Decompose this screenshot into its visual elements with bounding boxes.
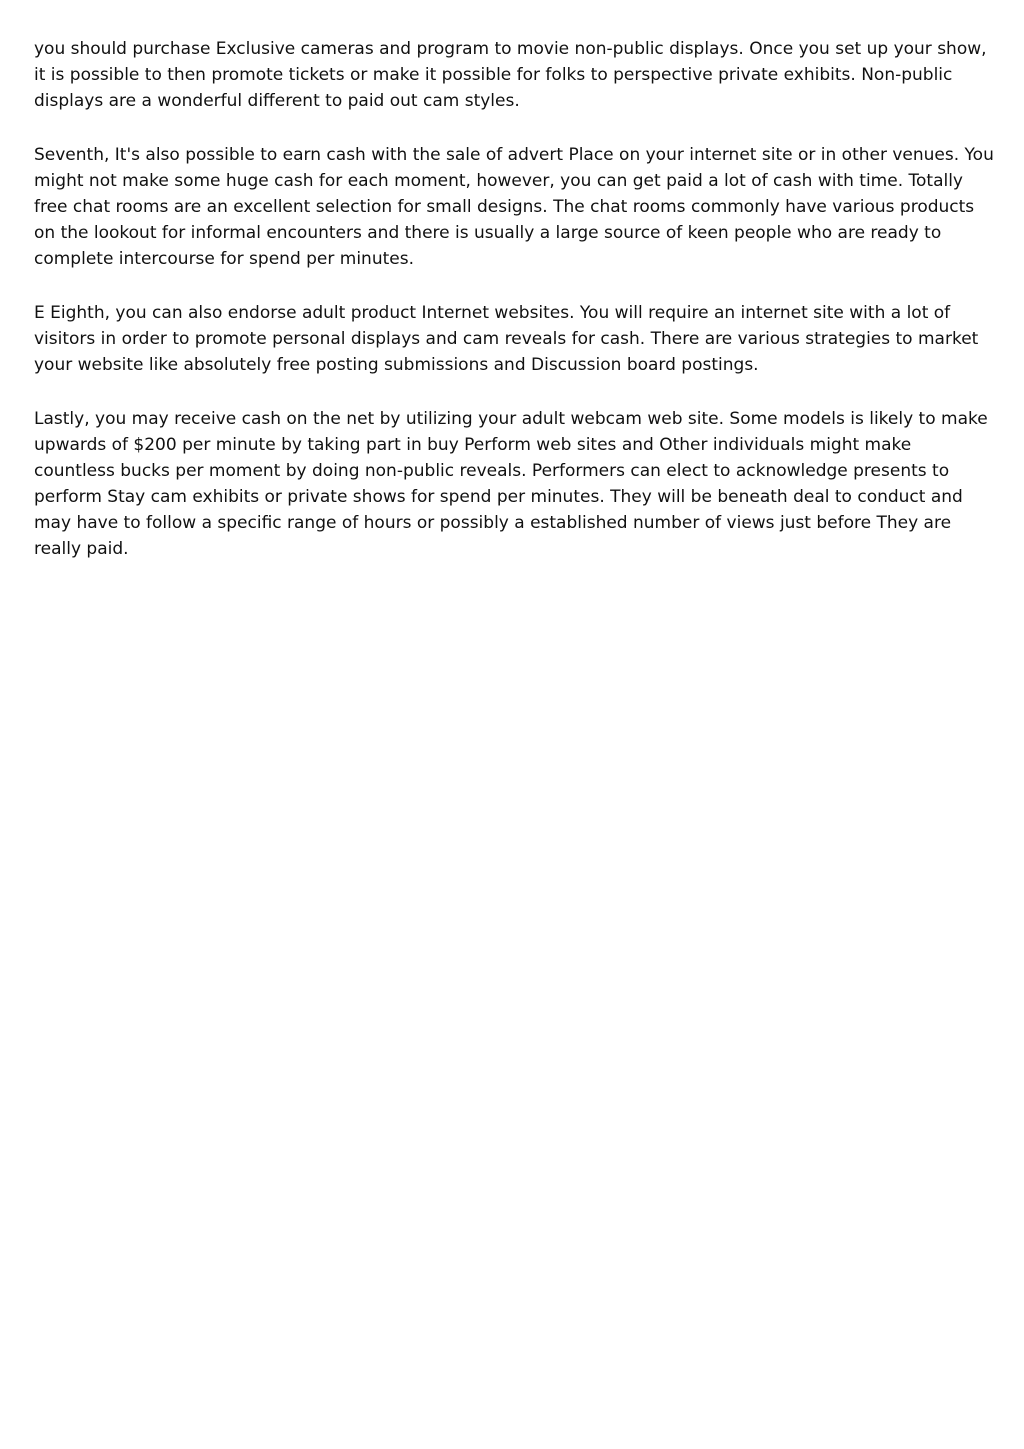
document-page [34, 36, 996, 590]
paragraph-4: Lastly, you may receive cash on the net by utilizing your adult webcam web site. Some models is likely to make upwards of $200 per minute by taking part in buy Perform web sites and Other individuals might make countless bucks per moment by doing non-public reveals. Performers can elect to acknowledge presents to perform Stay cam exhibits or private shows for spend per minutes. They will be beneath deal to conduct and may have to follow a specific range of hours or possibly a established number of views just before They are really paid. [34, 409, 988, 559]
paragraph-3: E Eighth, you can also endorse adult product Internet websites. You will require an internet site with a lot of visitors in order to promote personal displays and cam reveals for cash. There are various strategies to market your website like absolutely free posting submissions and Discussion board postings. [34, 303, 979, 375]
paragraph-2: Seventh, It's also possible to earn cash with the sale of advert Place on your internet site or in other venues. You might not make some huge cash for each moment, however, you can get paid a lot of cash with time. Totally free chat rooms are an excellent selection for small designs. The chat rooms commonly have various products on the lookout for informal encounters and there is usually a large source of keen people who are ready to complete intercourse for spend per minutes. [34, 145, 994, 269]
paragraph-1: you should purchase Exclusive cameras and program to movie non-public displays. Once you set up your show, it is possible to then promote tickets or make it possible for folks to perspective private exhibits. Non-public displays are a wonderful different to paid out cam styles. [34, 39, 987, 111]
